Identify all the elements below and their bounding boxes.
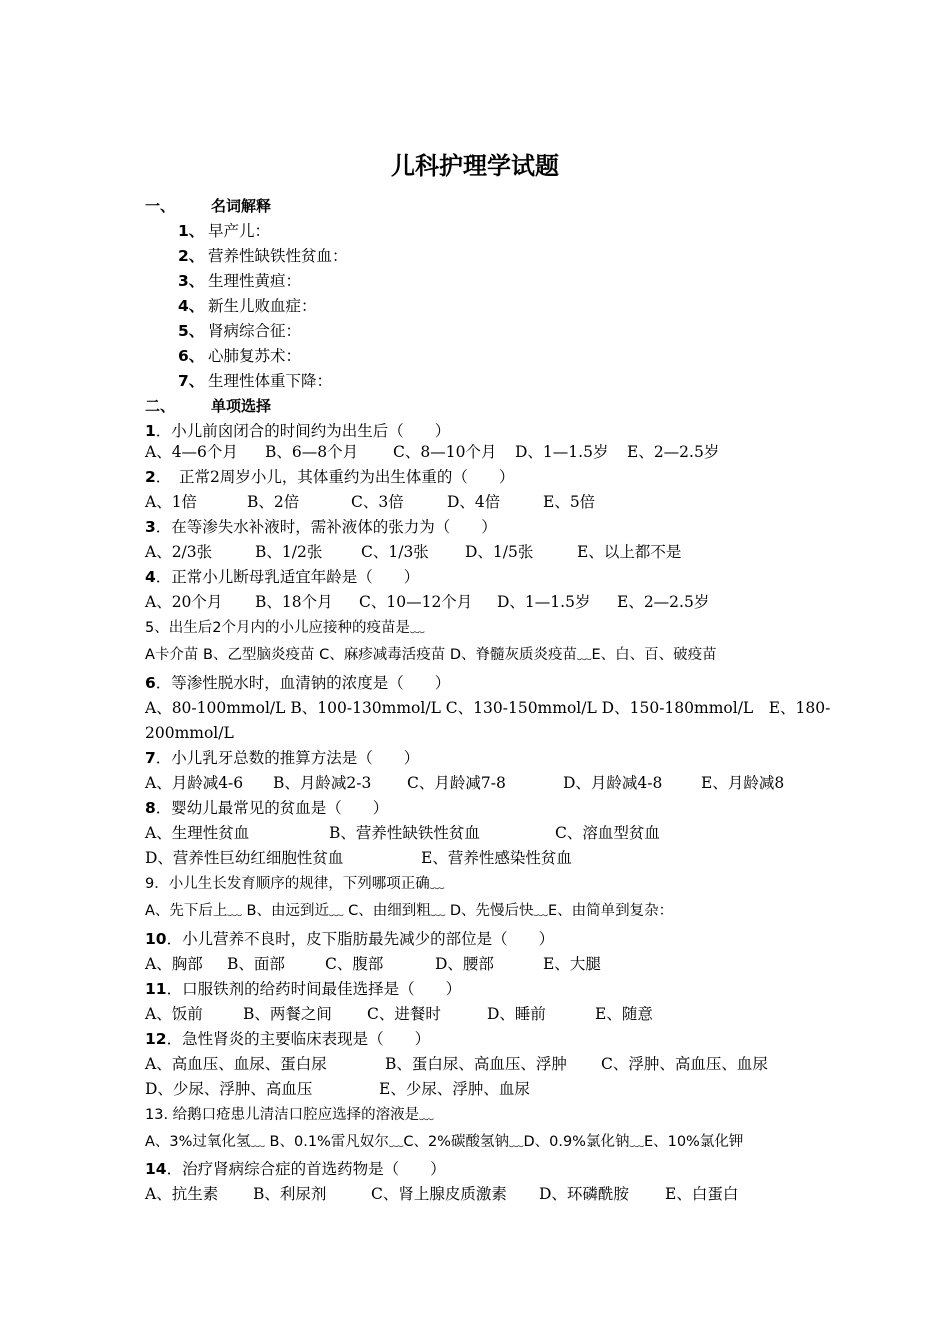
question-text: ．小儿生长发育顺序的规律，下列哪项正确﹏ bbox=[154, 876, 445, 892]
option-b: B、营养性缺铁性贫血 bbox=[329, 824, 480, 842]
term-item bbox=[178, 246, 348, 266]
question-stem bbox=[145, 673, 450, 693]
term-item bbox=[178, 221, 270, 241]
question-options bbox=[145, 542, 681, 562]
term-number: 5、 bbox=[178, 322, 205, 340]
option-c: C、腹部 bbox=[325, 955, 384, 973]
question-stem bbox=[145, 929, 554, 949]
option-c: C、8—10个月 bbox=[393, 443, 497, 461]
option-line: 200mmol/L bbox=[145, 724, 234, 742]
question-stem bbox=[145, 798, 388, 818]
section-number: 二、 bbox=[145, 397, 176, 415]
term-text: 生理性体重下降： bbox=[208, 372, 333, 390]
question-text: 、出生后2个月内的小儿应接种的疫苗是﹏ bbox=[154, 620, 425, 636]
question-options bbox=[145, 645, 717, 665]
option-a: A、2/3张 bbox=[145, 543, 213, 561]
question-options bbox=[145, 1132, 743, 1152]
option-a: A、饭前 bbox=[145, 1005, 203, 1023]
question-options bbox=[145, 442, 719, 462]
option-d: D、营养性巨幼红细胞性贫血 bbox=[145, 849, 344, 867]
question-text: . 给鹅口疮患儿清洁口腔应选择的溶液是﹏ bbox=[163, 1107, 434, 1123]
option-e: E、月龄减8 bbox=[701, 774, 785, 792]
question-stem bbox=[145, 1159, 446, 1179]
question-stem bbox=[145, 748, 419, 768]
question-number: 6 bbox=[145, 674, 156, 692]
question-options bbox=[145, 1004, 653, 1024]
option-c: C、1/3张 bbox=[361, 543, 429, 561]
question-text: ． 正常2周岁小儿，其体重约为出生体重的（ ） bbox=[155, 468, 515, 486]
question-text: ．口服铁剂的给药时间最佳选择是（ ） bbox=[166, 980, 462, 998]
term-text: 心肺复苏术： bbox=[208, 347, 302, 365]
option-b: B、18个月 bbox=[255, 593, 333, 611]
option-d: D、月龄减4-8 bbox=[563, 774, 663, 792]
question-text: ．治疗肾病综合症的首选药物是（ ） bbox=[166, 1160, 446, 1178]
question-options bbox=[145, 1054, 768, 1074]
term-text: 营养性缺铁性贫血： bbox=[208, 247, 348, 265]
question-text: ．正常小儿断母乳适宜年龄是（ ） bbox=[155, 568, 420, 586]
question-text: ．等渗性脱水时，血清钠的浓度是（ ） bbox=[155, 674, 451, 692]
option-b: B、蛋白尿、高血压、浮肿 bbox=[385, 1055, 567, 1073]
question-text: ．小儿前囟闭合的时间约为出生后（ ） bbox=[155, 422, 451, 440]
term-number: 3、 bbox=[178, 272, 205, 290]
question-text: ．在等渗失水补液时，需补液体的张力为（ ） bbox=[155, 518, 497, 536]
option-b: B、月龄减2-3 bbox=[273, 774, 372, 792]
option-b: B、面部 bbox=[227, 955, 285, 973]
question-number: 3 bbox=[145, 518, 156, 536]
option-d: D、4倍 bbox=[447, 493, 501, 511]
option-a: A、月龄减4-6 bbox=[145, 774, 244, 792]
question-options bbox=[145, 1184, 738, 1204]
question-options bbox=[145, 954, 601, 974]
option-b: B、1/2张 bbox=[255, 543, 323, 561]
question-options bbox=[145, 492, 595, 512]
option-line: A、先下后上﹏ B、由远到近﹏ C、由细到粗﹏ D、先慢后快﹏E、由简单到复杂： bbox=[145, 903, 674, 919]
term-item bbox=[178, 371, 332, 391]
term-number: 7、 bbox=[178, 372, 205, 390]
term-number: 2、 bbox=[178, 247, 205, 265]
term-text: 生理性黄疸： bbox=[208, 272, 302, 290]
question-number: 14 bbox=[145, 1160, 167, 1178]
option-line: A、80-100mmol/L B、100-130mmol/L C、130-150mmol/L D、150-180mmol/L E、180- bbox=[145, 699, 831, 717]
option-c: C、溶血型贫血 bbox=[555, 824, 660, 842]
option-d: D、1—1.5岁 bbox=[497, 593, 591, 611]
option-a: A、胸部 bbox=[145, 955, 203, 973]
question-stem bbox=[145, 618, 424, 638]
option-d: D、腰部 bbox=[435, 955, 494, 973]
question-number: 12 bbox=[145, 1030, 167, 1048]
option-c: C、3倍 bbox=[351, 493, 404, 511]
question-stem bbox=[145, 1105, 434, 1125]
question-text: ．急性肾炎的主要临床表现是（ ） bbox=[166, 1030, 431, 1048]
question-options-continued bbox=[145, 848, 572, 868]
question-number: 7 bbox=[145, 749, 156, 767]
question-number: 5 bbox=[145, 620, 155, 636]
option-a: A、4—6个月 bbox=[145, 443, 238, 461]
option-c: C、进餐时 bbox=[367, 1005, 441, 1023]
question-stem bbox=[145, 517, 497, 537]
option-b: B、2倍 bbox=[247, 493, 300, 511]
question-stem bbox=[145, 467, 514, 487]
option-e: E、白蛋白 bbox=[665, 1185, 739, 1203]
option-e: E、5倍 bbox=[543, 493, 596, 511]
term-item bbox=[178, 296, 317, 316]
question-number: 9 bbox=[145, 876, 155, 892]
term-text: 肾病综合征： bbox=[208, 322, 302, 340]
section-heading-2 bbox=[145, 396, 271, 416]
option-b: B、6—8个月 bbox=[265, 443, 359, 461]
question-options bbox=[145, 901, 673, 921]
option-e: E、大腿 bbox=[543, 955, 601, 973]
question-text: ．小儿营养不良时，皮下脂肪最先减少的部位是（ ） bbox=[166, 930, 555, 948]
term-number: 4、 bbox=[178, 297, 205, 315]
option-e: E、以上都不是 bbox=[577, 543, 682, 561]
question-options-continued bbox=[145, 1079, 530, 1099]
option-d: D、睡前 bbox=[487, 1005, 546, 1023]
question-options-continued bbox=[145, 723, 234, 743]
option-d: D、少尿、浮肿、高血压 bbox=[145, 1080, 313, 1098]
option-c: C、肾上腺皮质激素 bbox=[371, 1185, 507, 1203]
option-a: A、1倍 bbox=[145, 493, 198, 511]
question-stem bbox=[145, 421, 450, 441]
question-number: 1 bbox=[145, 422, 156, 440]
question-number: 11 bbox=[145, 980, 167, 998]
question-options bbox=[145, 592, 709, 612]
term-number: 6、 bbox=[178, 347, 205, 365]
term-text: 早产儿： bbox=[208, 222, 271, 240]
section-number: 一、 bbox=[145, 197, 176, 215]
section-label: 单项选择 bbox=[211, 397, 272, 415]
question-stem bbox=[145, 567, 419, 587]
option-e: E、随意 bbox=[595, 1005, 653, 1023]
section-heading-1 bbox=[145, 196, 271, 216]
term-text: 新生儿败血症： bbox=[208, 297, 317, 315]
option-a: A、20个月 bbox=[145, 593, 223, 611]
question-number: 8 bbox=[145, 799, 156, 817]
question-number: 4 bbox=[145, 568, 156, 586]
option-a: A、高血压、血尿、蛋白尿 bbox=[145, 1055, 327, 1073]
option-e: E、2—2.5岁 bbox=[627, 443, 720, 461]
option-a: A、生理性贫血 bbox=[145, 824, 250, 842]
option-a: A、抗生素 bbox=[145, 1185, 219, 1203]
question-text: ．小儿乳牙总数的推算方法是（ ） bbox=[155, 749, 420, 767]
option-e: E、营养性感染性贫血 bbox=[421, 849, 572, 867]
section-label: 名词解释 bbox=[211, 197, 272, 215]
option-d: D、1/5张 bbox=[465, 543, 534, 561]
question-text: ．婴幼儿最常见的贫血是（ ） bbox=[155, 799, 389, 817]
option-line: A、3%过氧化氢﹏ B、0.1%雷凡奴尔﹏C、2%碳酸氢钠﹏D、0.9%氯化钠﹏E、10%氯化钾 bbox=[145, 1134, 744, 1150]
option-d: D、1—1.5岁 bbox=[515, 443, 609, 461]
question-number: 2 bbox=[145, 468, 156, 486]
option-b: B、利尿剂 bbox=[253, 1185, 327, 1203]
option-c: C、10—12个月 bbox=[359, 593, 473, 611]
option-c: C、月龄减7-8 bbox=[407, 774, 506, 792]
option-line: A卡介苗 B、乙型脑炎疫苗 C、麻疹减毒活疫苗 D、脊髓灰质炎疫苗﹏E、白、百、破疫苗 bbox=[145, 647, 717, 663]
question-options bbox=[145, 773, 784, 793]
option-d: D、环磷酰胺 bbox=[539, 1185, 629, 1203]
option-e: E、少尿、浮肿、血尿 bbox=[379, 1080, 530, 1098]
question-options bbox=[145, 823, 660, 843]
option-c: C、浮肿、高血压、血尿 bbox=[601, 1055, 768, 1073]
question-number: 13 bbox=[145, 1107, 164, 1123]
question-stem bbox=[145, 1029, 430, 1049]
term-number: 1、 bbox=[178, 222, 205, 240]
page-title: 儿科护理学试题 bbox=[391, 152, 559, 180]
term-item bbox=[178, 346, 301, 366]
question-number: 10 bbox=[145, 930, 167, 948]
option-e: E、2—2.5岁 bbox=[617, 593, 710, 611]
option-b: B、两餐之间 bbox=[243, 1005, 332, 1023]
question-options bbox=[145, 698, 830, 718]
question-stem bbox=[145, 874, 444, 894]
term-item bbox=[178, 321, 301, 341]
question-stem bbox=[145, 979, 461, 999]
term-item bbox=[178, 271, 301, 291]
